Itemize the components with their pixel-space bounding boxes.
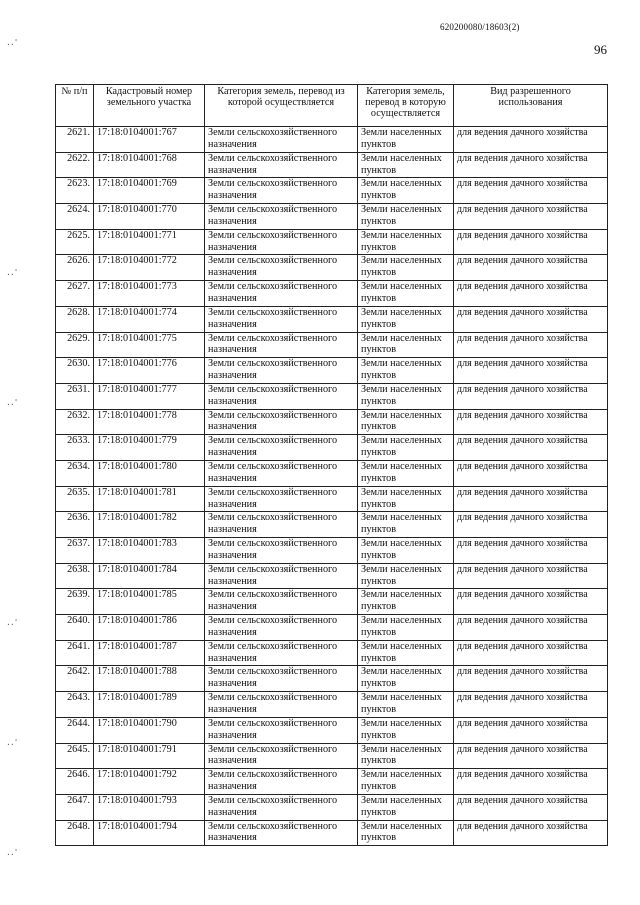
permitted-use: для ведения дачного хозяйства [454, 717, 608, 743]
permitted-use: для ведения дачного хозяйства [454, 486, 608, 512]
category-to: Земли населенных пунктов [358, 178, 454, 204]
category-to: Земли населенных пунктов [358, 229, 454, 255]
table-row [56, 769, 608, 795]
category-from: Земли сельскохозяйственного назначения [205, 152, 358, 178]
permitted-use: для ведения дачного хозяйства [454, 229, 608, 255]
permitted-use: для ведения дачного хозяйства [454, 743, 608, 769]
category-from: Земли сельскохозяйственного назначения [205, 794, 358, 820]
category-from: Земли сельскохозяйственного назначения [205, 769, 358, 795]
row-number: 2631. [56, 383, 94, 409]
table-row [56, 435, 608, 461]
category-to: Земли населенных пунктов [358, 127, 454, 153]
category-from: Земли сельскохозяйственного назначения [205, 383, 358, 409]
category-from: Земли сельскохозяйственного назначения [205, 332, 358, 358]
permitted-use: для ведения дачного хозяйства [454, 615, 608, 641]
category-from: Земли сельскохозяйственного назначения [205, 743, 358, 769]
table-body [56, 127, 608, 846]
table-row [56, 152, 608, 178]
row-number: 2635. [56, 486, 94, 512]
category-to: Земли населенных пунктов [358, 640, 454, 666]
category-from: Земли сельскохозяйственного назначения [205, 127, 358, 153]
table-row [56, 794, 608, 820]
row-number: 2636. [56, 512, 94, 538]
cadastral-number: 17:18:0104001:787 [94, 640, 205, 666]
permitted-use: для ведения дачного хозяйства [454, 640, 608, 666]
header-number: № п/п [56, 85, 94, 127]
category-to: Земли населенных пунктов [358, 692, 454, 718]
table-row [56, 306, 608, 332]
row-number: 2624. [56, 204, 94, 230]
row-number: 2638. [56, 563, 94, 589]
category-to: Земли населенных пунктов [358, 409, 454, 435]
row-number: 2645. [56, 743, 94, 769]
category-from: Земли сельскохозяйственного назначения [205, 229, 358, 255]
table-row [56, 255, 608, 281]
table-row [56, 281, 608, 307]
cadastral-number: 17:18:0104001:771 [94, 229, 205, 255]
cadastral-number: 17:18:0104001:768 [94, 152, 205, 178]
document-code: 620200080/18603(2) [440, 22, 520, 32]
category-to: Земли населенных пунктов [358, 255, 454, 281]
table-row [56, 692, 608, 718]
permitted-use: для ведения дачного хозяйства [454, 512, 608, 538]
scan-artifact: ..' [6, 398, 18, 407]
cadastral-number: 17:18:0104001:781 [94, 486, 205, 512]
permitted-use: для ведения дачного хозяйства [454, 666, 608, 692]
category-to: Земли населенных пунктов [358, 152, 454, 178]
category-from: Земли сельскохозяйственного назначения [205, 563, 358, 589]
page-number: 96 [594, 42, 607, 57]
table-row [56, 178, 608, 204]
table-row [56, 666, 608, 692]
category-from: Земли сельскохозяйственного назначения [205, 358, 358, 384]
permitted-use: для ведения дачного хозяйства [454, 460, 608, 486]
row-number: 2629. [56, 332, 94, 358]
category-from: Земли сельскохозяйственного назначения [205, 306, 358, 332]
table-row [56, 538, 608, 564]
category-to: Земли населенных пунктов [358, 717, 454, 743]
permitted-use: для ведения дачного хозяйства [454, 358, 608, 384]
permitted-use: для ведения дачного хозяйства [454, 152, 608, 178]
category-from: Земли сельскохозяйственного назначения [205, 435, 358, 461]
cadastral-number: 17:18:0104001:784 [94, 563, 205, 589]
header-category-from: Категория земель, перевод из которой осуществляется [205, 85, 358, 127]
row-number: 2647. [56, 794, 94, 820]
row-number: 2630. [56, 358, 94, 384]
cadastral-number: 17:18:0104001:790 [94, 717, 205, 743]
table-row [56, 127, 608, 153]
category-from: Земли сельскохозяйственного назначения [205, 512, 358, 538]
category-to: Земли населенных пунктов [358, 281, 454, 307]
row-number: 2642. [56, 666, 94, 692]
table-row [56, 640, 608, 666]
cadastral-number: 17:18:0104001:770 [94, 204, 205, 230]
category-to: Земли населенных пунктов [358, 538, 454, 564]
permitted-use: для ведения дачного хозяйства [454, 435, 608, 461]
cadastral-number: 17:18:0104001:786 [94, 615, 205, 641]
row-number: 2625. [56, 229, 94, 255]
category-from: Земли сельскохозяйственного назначения [205, 255, 358, 281]
row-number: 2628. [56, 306, 94, 332]
category-to: Земли населенных пунктов [358, 769, 454, 795]
category-to: Земли населенных пунктов [358, 512, 454, 538]
cadastral-number: 17:18:0104001:789 [94, 692, 205, 718]
category-from: Земли сельскохозяйственного назначения [205, 820, 358, 846]
table-row [56, 358, 608, 384]
cadastral-number: 17:18:0104001:791 [94, 743, 205, 769]
category-to: Земли населенных пунктов [358, 460, 454, 486]
permitted-use: для ведения дачного хозяйства [454, 127, 608, 153]
permitted-use: для ведения дачного хозяйства [454, 820, 608, 846]
scan-artifact: ..' [6, 738, 18, 747]
row-number: 2643. [56, 692, 94, 718]
category-to: Земли населенных пунктов [358, 435, 454, 461]
category-from: Земли сельскохозяйственного назначения [205, 692, 358, 718]
header-category-to: Категория земель, перевод в которую осуществляется [358, 85, 454, 127]
cadastral-number: 17:18:0104001:780 [94, 460, 205, 486]
category-from: Земли сельскохозяйственного назначения [205, 460, 358, 486]
permitted-use: для ведения дачного хозяйства [454, 563, 608, 589]
cadastral-number: 17:18:0104001:772 [94, 255, 205, 281]
cadastral-number: 17:18:0104001:792 [94, 769, 205, 795]
scan-artifact: ..' [6, 268, 18, 277]
row-number: 2623. [56, 178, 94, 204]
cadastral-number: 17:18:0104001:767 [94, 127, 205, 153]
row-number: 2648. [56, 820, 94, 846]
category-to: Земли населенных пунктов [358, 306, 454, 332]
category-from: Земли сельскохозяйственного назначения [205, 178, 358, 204]
category-from: Земли сельскохозяйственного назначения [205, 281, 358, 307]
permitted-use: для ведения дачного хозяйства [454, 204, 608, 230]
permitted-use: для ведения дачного хозяйства [454, 255, 608, 281]
category-to: Земли населенных пунктов [358, 358, 454, 384]
table-row [56, 409, 608, 435]
table-row [56, 743, 608, 769]
table-row [56, 383, 608, 409]
category-to: Земли населенных пунктов [358, 615, 454, 641]
permitted-use: для ведения дачного хозяйства [454, 332, 608, 358]
cadastral-number: 17:18:0104001:782 [94, 512, 205, 538]
permitted-use: для ведения дачного хозяйства [454, 589, 608, 615]
cadastral-number: 17:18:0104001:788 [94, 666, 205, 692]
category-from: Земли сельскохозяйственного назначения [205, 204, 358, 230]
table-row [56, 460, 608, 486]
category-from: Земли сельскохозяйственного назначения [205, 717, 358, 743]
permitted-use: для ведения дачного хозяйства [454, 794, 608, 820]
category-from: Земли сельскохозяйственного назначения [205, 589, 358, 615]
permitted-use: для ведения дачного хозяйства [454, 281, 608, 307]
row-number: 2644. [56, 717, 94, 743]
row-number: 2633. [56, 435, 94, 461]
permitted-use: для ведения дачного хозяйства [454, 692, 608, 718]
table-row [56, 589, 608, 615]
row-number: 2640. [56, 615, 94, 641]
cadastral-number: 17:18:0104001:794 [94, 820, 205, 846]
category-to: Земли населенных пунктов [358, 589, 454, 615]
category-to: Земли населенных пунктов [358, 743, 454, 769]
cadastral-number: 17:18:0104001:779 [94, 435, 205, 461]
category-to: Земли населенных пунктов [358, 332, 454, 358]
row-number: 2634. [56, 460, 94, 486]
scan-artifact: ..' [6, 38, 18, 47]
category-from: Земли сельскохозяйственного назначения [205, 486, 358, 512]
cadastral-number: 17:18:0104001:777 [94, 383, 205, 409]
row-number: 2627. [56, 281, 94, 307]
cadastral-number: 17:18:0104001:774 [94, 306, 205, 332]
header-cadastral: Кадастровый номер земельного участка [94, 85, 205, 127]
row-number: 2626. [56, 255, 94, 281]
scan-artifact: ..' [6, 848, 18, 857]
row-number: 2632. [56, 409, 94, 435]
cadastral-number: 17:18:0104001:785 [94, 589, 205, 615]
cadastral-number: 17:18:0104001:793 [94, 794, 205, 820]
permitted-use: для ведения дачного хозяйства [454, 383, 608, 409]
table-row [56, 717, 608, 743]
table-row [56, 512, 608, 538]
category-to: Земли населенных пунктов [358, 794, 454, 820]
table-header-row [56, 85, 608, 127]
category-from: Земли сельскохозяйственного назначения [205, 666, 358, 692]
table-row [56, 615, 608, 641]
category-to: Земли населенных пунктов [358, 820, 454, 846]
scan-artifact: ..' [6, 618, 18, 627]
table-row [56, 820, 608, 846]
permitted-use: для ведения дачного хозяйства [454, 178, 608, 204]
permitted-use: для ведения дачного хозяйства [454, 769, 608, 795]
table-row [56, 332, 608, 358]
permitted-use: для ведения дачного хозяйства [454, 306, 608, 332]
row-number: 2646. [56, 769, 94, 795]
table-row [56, 229, 608, 255]
category-from: Земли сельскохозяйственного назначения [205, 640, 358, 666]
category-to: Земли населенных пунктов [358, 486, 454, 512]
category-from: Земли сельскохозяйственного назначения [205, 615, 358, 641]
category-from: Земли сельскохозяйственного назначения [205, 538, 358, 564]
cadastral-number: 17:18:0104001:776 [94, 358, 205, 384]
permitted-use: для ведения дачного хозяйства [454, 538, 608, 564]
table-row [56, 204, 608, 230]
cadastral-number: 17:18:0104001:773 [94, 281, 205, 307]
permitted-use: для ведения дачного хозяйства [454, 409, 608, 435]
land-parcels-table [55, 84, 608, 846]
row-number: 2639. [56, 589, 94, 615]
category-to: Земли населенных пунктов [358, 666, 454, 692]
category-to: Земли населенных пунктов [358, 563, 454, 589]
table-row [56, 486, 608, 512]
cadastral-number: 17:18:0104001:783 [94, 538, 205, 564]
category-to: Земли населенных пунктов [358, 204, 454, 230]
cadastral-number: 17:18:0104001:778 [94, 409, 205, 435]
table-row [56, 563, 608, 589]
row-number: 2622. [56, 152, 94, 178]
category-to: Земли населенных пунктов [358, 383, 454, 409]
row-number: 2641. [56, 640, 94, 666]
cadastral-number: 17:18:0104001:775 [94, 332, 205, 358]
cadastral-number: 17:18:0104001:769 [94, 178, 205, 204]
row-number: 2637. [56, 538, 94, 564]
header-permitted-use: Вид разрешенного использования [454, 85, 608, 127]
row-number: 2621. [56, 127, 94, 153]
category-from: Земли сельскохозяйственного назначения [205, 409, 358, 435]
